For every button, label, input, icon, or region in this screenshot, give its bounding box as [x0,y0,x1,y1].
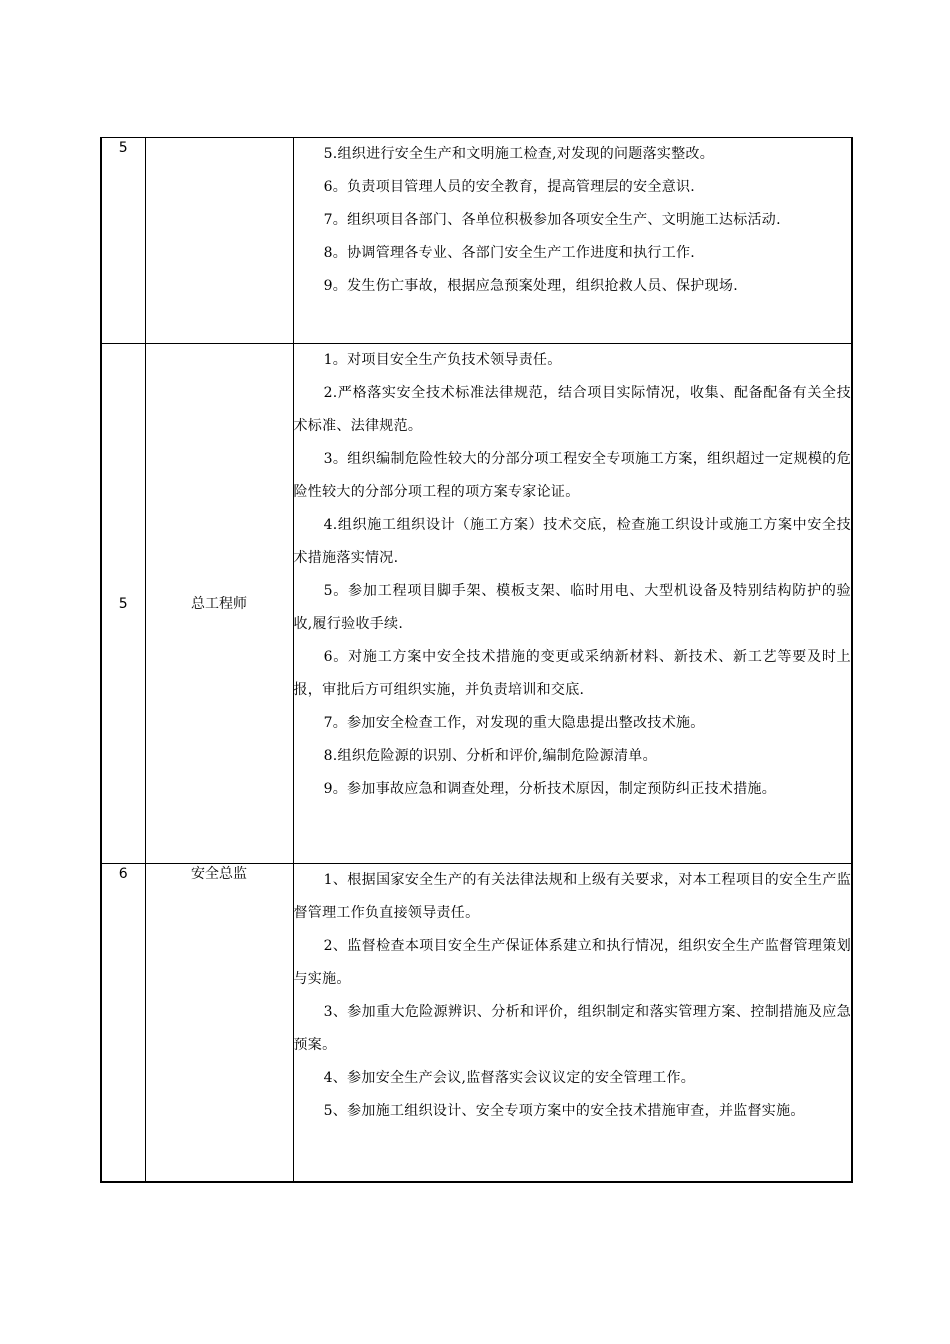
duty-item: 1。对项目安全生产负技术领导责任。 [323,352,562,368]
duty-item: 3。组织编制危险性较大的分部分项工程安全专项施工方案，组织超过一定规模的危险性较大的分部分项工程的项方案专家论证。 [293,451,851,500]
duty-item: 2.严格落实安全技术标准法律规范，结合项目实际情况，收集、配备配备有关全技术标准、法律规范。 [293,385,851,434]
duty-item: 7。参加安全检查工作，对发现的重大隐患提出整改技术施。 [323,715,705,731]
table-row [101,864,852,1182]
role-cell [145,864,293,1182]
duty-item: 5、参加施工组织设计、安全专项方案中的安全技术措施审查，并监督实施。 [323,1103,805,1119]
role-cell [145,344,293,864]
duty-description-cell [293,864,852,1182]
duty-description-cell [293,344,852,864]
table-row [101,138,852,344]
duty-item: 6。对施工方案中安全技术措施的变更或采纳新材料、新技术、新工艺等要及时上报，审批后方可组织实施，并负责培训和交底. [293,649,851,698]
table-row [101,344,852,864]
duty-item: 9。参加事故应急和调查处理，分析技术原因，制定预防纠正技术措施。 [323,781,777,797]
row-number: 5 [118,140,128,156]
duty-item: 6。负责项目管理人员的安全教育，提高管理层的安全意识. [323,179,696,195]
role-name: 总工程师 [191,595,247,612]
duty-item: 5。参加工程项目脚手架、模板支架、临时用电、大型机设备及特别结构防护的验收,履行验收手续. [293,583,851,632]
role-name: 安全总监 [191,866,247,882]
row-number: 5 [118,595,128,612]
duty-item: 4.组织施工组织设计（施工方案）技术交底，检查施工织设计或施工方案中安全技术措施落实情况. [293,517,851,566]
duty-item: 1、根据国家安全生产的有关法律法规和上级有关要求，对本工程项目的安全生产监督管理工作负直接领导责任。 [293,872,851,921]
duty-item: 3、参加重大危险源辨识、分析和评价，组织制定和落实管理方案、控制措施及应急预案。 [293,1004,851,1053]
row-number-cell [101,864,145,1182]
duty-table [100,137,853,1183]
row-number-cell [101,138,145,344]
duty-item: 4、参加安全生产会议,监督落实会议议定的安全管理工作。 [323,1070,696,1086]
duty-item: 8。协调管理各专业、各部门安全生产工作进度和执行工作. [323,245,696,261]
duty-item: 7。组织项目各部门、各单位积极参加各项安全生产、文明施工达标活动. [323,212,781,228]
duty-item: 8.组织危险源的识别、分析和评价,编制危险源清单。 [323,748,657,764]
row-number: 6 [118,866,128,882]
duty-item: 9。发生伤亡事故，根据应急预案处理，组织抢救人员、保护现场. [323,278,738,294]
duty-item: 2、监督检查本项目安全生产保证体系建立和执行情况，组织安全生产监督管理策划与实施。 [293,938,851,987]
duty-description-cell [293,138,852,344]
role-cell [145,138,293,344]
row-number-cell [101,344,145,864]
duty-item: 5.组织进行安全生产和文明施工检查,对发现的问题落实整改。 [323,146,715,162]
